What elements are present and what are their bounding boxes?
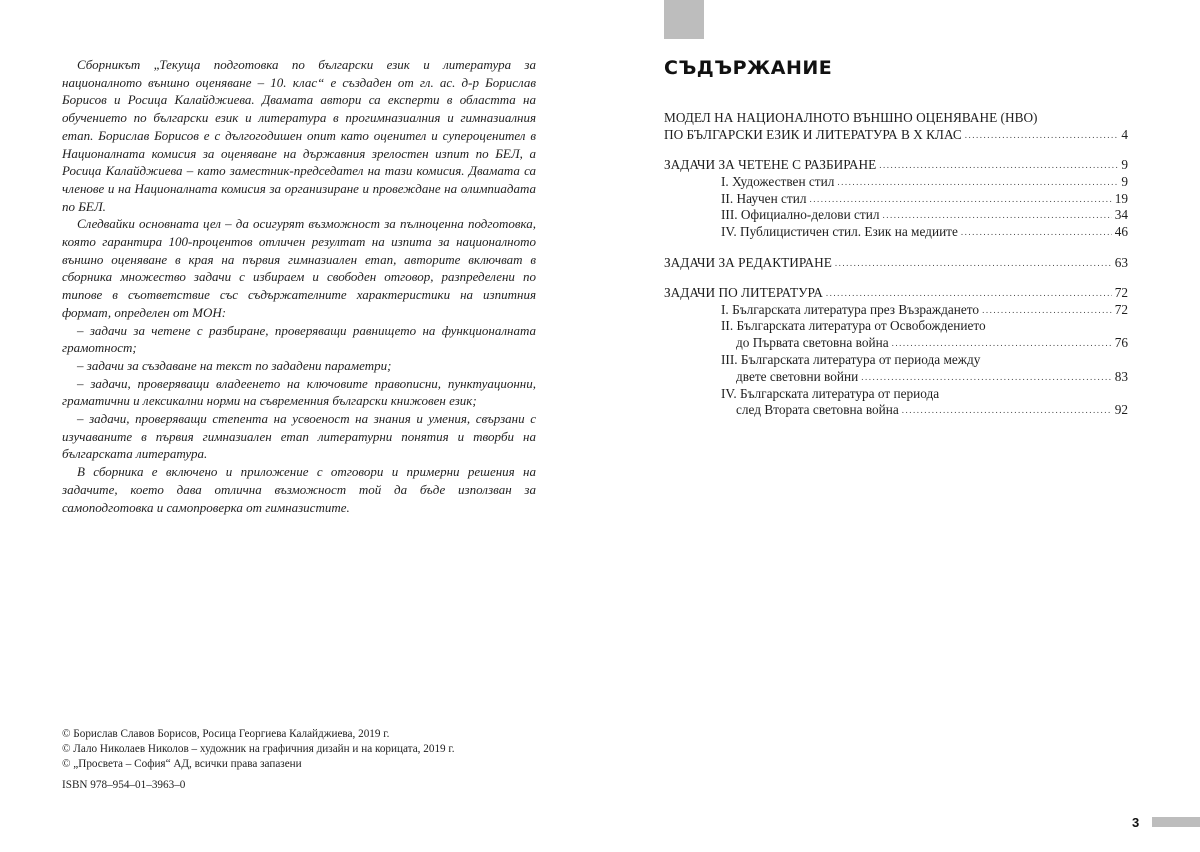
decorative-tab: [664, 0, 704, 39]
toc-page-number: 34: [1114, 207, 1128, 223]
leader-dots: [961, 224, 1112, 241]
preface-list-item: – задачи за четене с разбиране, проверяващи равнището на функционалната грамотност;: [62, 322, 536, 356]
page-number-bar: [1152, 817, 1200, 827]
preface-paragraph: В сборника е включено и приложение с отговори и примерни решения на задачите, което дава отлична възможност той да бъде използван за самоподготовка и самопроверка от гимназистите.: [62, 464, 536, 515]
preface-paragraph: Следвайки основната цел – да осигурят възможност за пълноценна подготовка, която гарантира 100-процентов отличен резултат на изпита за националното външно оценяване в края на първия гимназиален етап, авторите включват в сборника множество задачи с избираем и свободен отговор, разпределени по типове в съответствие със съдържателните характеристики на изпитния формат, определен от МОН:: [62, 216, 536, 320]
toc-subentry-line1[interactable]: II. Българската литература от Освобождението: [721, 318, 986, 334]
preface-text: [62, 56, 536, 516]
toc-title: СЪДЪРЖАНИЕ: [664, 57, 833, 79]
leader-dots: [879, 157, 1118, 174]
toc-entry-model-line1[interactable]: МОДЕЛ НА НАЦИОНАЛНОТО ВЪНШНО ОЦЕНЯВАНЕ (НВО): [664, 110, 1038, 125]
toc-page-number: 9: [1121, 173, 1128, 189]
toc-subentry-line1[interactable]: III. Българската литература от периода между: [721, 352, 981, 368]
toc-subentry[interactable]: I. Българската литература през Възраждането ..... 72: [664, 302, 1128, 319]
preface-list-item: – задачи за създаване на текст по зададени параметри;: [77, 357, 392, 373]
leader-dots: [982, 302, 1112, 319]
toc-page-number: 4: [1121, 126, 1128, 142]
toc-entry-model[interactable]: ПО БЪЛГАРСКИ ЕЗИК И ЛИТЕРАТУРА В X КЛАС ..... 4: [664, 127, 1128, 144]
leader-dots: [837, 174, 1118, 191]
copyright-line: © Борислав Славов Борисов, Росица Георгиева Калайджиева, 2019 г.: [62, 728, 390, 740]
toc-entry-literature[interactable]: ЗАДАЧИ ПО ЛИТЕРАТУРА ..... 72: [664, 285, 1128, 302]
toc-subentry[interactable]: I. Художествен стил ..... 9: [664, 174, 1128, 191]
leader-dots: [882, 207, 1111, 224]
page-number: 3: [1132, 815, 1140, 830]
toc-page-number: 72: [1114, 301, 1128, 317]
preface-paragraph: Сборникът „Текуща подготовка по български език и литература за националното външно оценяване – 10. клас“ е създаден от гл. ас. д-р Борислав Борисов и Росица Калайджиева. Двамата автори са експерти в областта на обучението по български език и литература в прогимназиалния и гимназиалния етап. Борислав Борисов е с дългогодишен опит като оценител и супероценител в Националната комисия за оценяване на държавния зрелостен изпит по БЕЛ, а Росица Калайджиева – като заместник-председател на тази комисия. Двамата са членове и на Националната комисия за организиране и провеждане на олимпиадата по БЕЛ.: [62, 57, 536, 214]
toc-subentry[interactable]: IV. Публицистичен стил. Език на медиите ..... 46: [664, 224, 1128, 241]
leader-dots: [809, 191, 1111, 208]
toc-subentry[interactable]: III. Официално-делови стил ..... 34: [664, 207, 1128, 224]
toc-subentry[interactable]: след Втората световна война ..... 92: [664, 402, 1128, 419]
toc-page-number: 9: [1121, 157, 1128, 173]
table-of-contents: [664, 110, 1128, 419]
preface-list-item: – задачи, проверяващи степента на усвоеност на знания и умения, свързани с изучаваните в първия гимназиален етап литературни понятия и творби на българската литература.: [62, 411, 536, 462]
copyright-block: [62, 727, 542, 772]
toc-entry-reading[interactable]: ЗАДАЧИ ЗА ЧЕТЕНЕ С РАЗБИРАНЕ ..... 9: [664, 157, 1128, 174]
toc-subentry[interactable]: двете световни войни ..... 83: [664, 369, 1128, 386]
isbn: ISBN 978–954–01–3963–0: [62, 779, 186, 791]
leader-dots: [826, 285, 1112, 302]
toc-page-number: 83: [1114, 368, 1128, 384]
toc-subentry[interactable]: до Първата световна война ..... 76: [664, 335, 1128, 352]
toc-page-number: 19: [1114, 190, 1128, 206]
toc-page-number: 72: [1114, 284, 1128, 300]
leader-dots: [892, 335, 1112, 352]
toc-page-number: 76: [1114, 335, 1128, 351]
toc-subentry-line1[interactable]: IV. Българската литература от периода: [721, 385, 940, 401]
copyright-line: © „Просвета – София“ АД, всички права запазени: [62, 758, 302, 770]
toc-page-number: 46: [1114, 224, 1128, 240]
toc-page-number: 92: [1114, 402, 1128, 418]
leader-dots: [902, 402, 1112, 419]
leader-dots: [965, 127, 1119, 144]
toc-subentry[interactable]: II. Научен стил ..... 19: [664, 191, 1128, 208]
copyright-line: © Лало Николаев Николов – художник на графичния дизайн и на корицата, 2019 г.: [62, 743, 455, 755]
leader-dots: [861, 369, 1111, 386]
toc-page-number: 63: [1114, 254, 1128, 270]
preface-list-item: – задачи, проверяващи владеенето на ключовите правописни, пунктуационни, граматични и лексикални норми на съвременния български книжовен език;: [62, 375, 536, 409]
toc-entry-editing[interactable]: ЗАДАЧИ ЗА РЕДАКТИРАНЕ ..... 63: [664, 255, 1128, 272]
leader-dots: [835, 255, 1112, 272]
right-page: [600, 0, 1200, 852]
